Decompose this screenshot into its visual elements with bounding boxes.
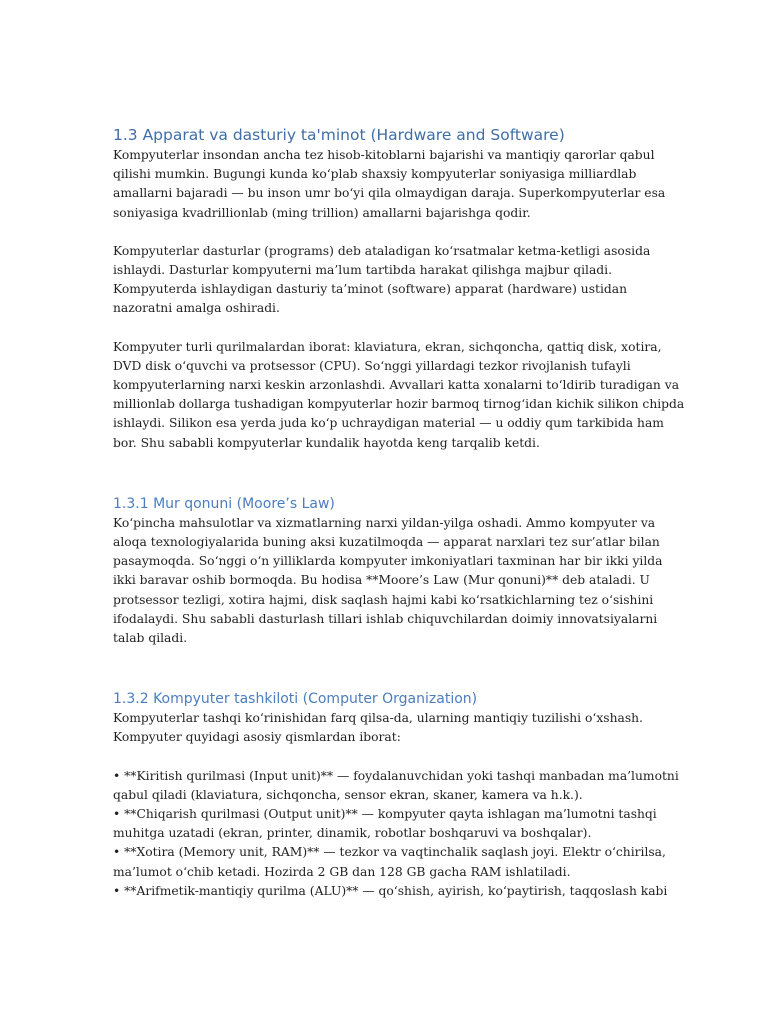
section-gap	[113, 648, 658, 689]
organization-list	[113, 767, 679, 901]
text-line: Kompyuter quyidagi asosiy qismlardan iborat:	[113, 730, 401, 745]
moore-paragraph	[113, 514, 663, 648]
subsection-title-organization: 1.3.2 Kompyuter tashkiloti (Computer Organization)	[113, 691, 478, 708]
text-line: ikki baravar oshib bormoqda. Bu hodisa **Moore’s Law (Mur qonuni)** deb ataladi. U	[113, 573, 650, 588]
list-item: • **Arifmetik-mantiqiy qurilma (ALU)** — qo‘shish, ayirish, ko‘paytirish, taqqoslash kabi	[113, 883, 668, 898]
text-line: nazoratni amalga oshiradi.	[113, 301, 280, 316]
text-line: DVD disk o‘quvchi va protsessor (CPU). So‘nggi yillardagi tezkor rivojlanish tufayli	[113, 358, 631, 373]
list-item: muhitga uzatadi (ekran, printer, dinamik, robotlar boshqaruvi va boshqalar).	[113, 826, 592, 841]
text-line: millionlab dollarga tushadigan kompyuterlar hozir barmoq tirnog‘idan kichik silikon chipda	[113, 397, 685, 412]
organization-paragraph	[113, 709, 658, 747]
list-item: • **Chiqarish qurilmasi (Output unit)** — kompyuter qayta ishlagan ma’lumotni tashqi	[113, 807, 657, 822]
text-line: Kompyuterlar tashqi ko‘rinishidan farq qilsa-da, ularning mantiqiy tuzilishi o‘xshash.	[113, 711, 643, 726]
subsection-title-moore: 1.3.1 Mur qonuni (Moore’s Law)	[113, 495, 335, 512]
paragraph-gap	[113, 223, 658, 242]
text-line: soniyasiga kvadrillionlab (ming trillion) amallarni bajarishga qodir.	[113, 205, 531, 220]
text-line: amallarni bajaradi — bu inson umr bo‘yi qila olmaydigan daraja. Superkompyuterlar esa	[113, 186, 666, 201]
list-item: qabul qiladi (klaviatura, sichqoncha, sensor ekran, skaner, kamera va h.k.).	[113, 787, 583, 802]
intro-paragraph-1	[113, 146, 666, 223]
text-line: Kompyuter turli qurilmalardan iborat: klaviatura, ekran, sichqoncha, qattiq disk, xotira,	[113, 339, 662, 354]
text-line: Kompyuterlar insondan ancha tez hisob-kitoblarni bajarishi va mantiqiy qarorlar qabul	[113, 148, 655, 162]
text-line: pasaymoqda. So‘nggi o‘n yilliklarda kompyuter imkoniyatlari taxminan har bir ikki yilda	[113, 554, 663, 569]
text-line: Kompyuterda ishlaydigan dasturiy ta’minot (software) apparat (hardware) ustidan	[113, 282, 628, 297]
list-item: • **Kiritish qurilmasi (Input unit)** — foydalanuvchidan yoki tashqi manbadan ma’lumotni	[113, 768, 679, 783]
text-line: kompyuterlarning narxi keskin arzonlashdi. Avvallari katta xonalarni to‘ldirib turadigan va	[113, 378, 680, 393]
text-line: Kompyuterlar dasturlar (programs) deb ataladigan ko‘rsatmalar ketma-ketligi asosida	[113, 243, 651, 258]
text-line: ishlaydi. Dasturlar kompyuterni ma’lum tartibda harakat qilishga majbur qiladi.	[113, 263, 613, 278]
intro-paragraph-2	[113, 242, 658, 319]
list-item: • **Xotira (Memory unit, RAM)** — tezkor va vaqtinchalik saqlash joyi. Elektr o‘chirilsa,	[113, 845, 666, 860]
section-title: 1.3 Apparat va dasturiy ta'minot (Hardware and Software)	[113, 126, 565, 144]
paragraph-gap	[113, 319, 658, 338]
text-line: bor. Shu sababli kompyuterlar kundalik hayotda keng tarqalib ketdi.	[113, 435, 540, 450]
section-gap	[113, 453, 658, 494]
text-line: protsessor tezligi, xotira hajmi, disk saqlash hajmi kabi ko‘rsatkichlarning tez o‘sishini	[113, 592, 654, 607]
text-line: aloqa texnologiyalarida buning aksi kuzatilmoqda — apparat narxlari tez sur’atlar bilan	[113, 535, 660, 550]
text-line: Ko‘pincha mahsulotlar va xizmatlarning narxi yildan-yilga oshadi. Ammo kompyuter va	[113, 515, 656, 530]
intro-paragraph-3	[113, 338, 685, 453]
list-item: ma’lumot o‘chib ketadi. Hozirda 2 GB dan 128 GB gacha RAM ishlatiladi.	[113, 864, 571, 879]
text-line: ishlaydi. Silikon esa yerda juda ko‘p uchraydigan material — u oddiy qum tarkibida ham	[113, 416, 664, 431]
text-line: talab qiladi.	[113, 631, 188, 646]
paragraph-gap	[113, 748, 658, 767]
document-content	[113, 124, 685, 901]
text-line: ifodalaydi. Shu sababli dasturlash tillari ishlab chiquvchilardan doimiy innovatsiyalarni	[113, 611, 658, 626]
text-line: qilishi mumkin. Bugungi kunda ko‘plab shaxsiy kompyuterlar soniyasiga milliardlab	[113, 167, 637, 182]
